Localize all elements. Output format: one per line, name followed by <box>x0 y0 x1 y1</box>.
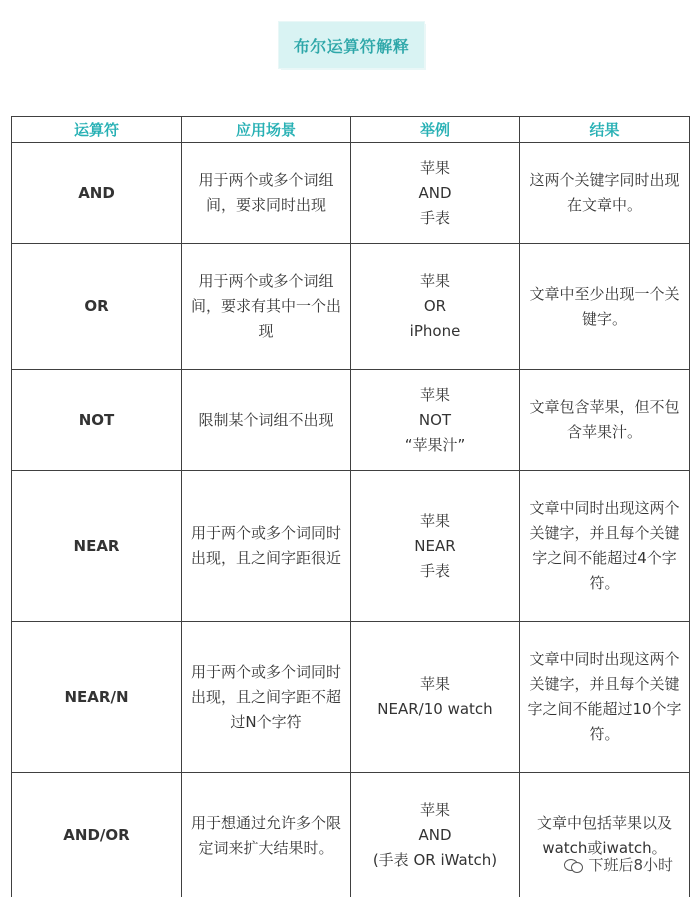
wechat-icon <box>564 857 582 873</box>
table-row <box>12 622 690 773</box>
example-line: 苹果 <box>419 158 450 177</box>
example-line: 手表 <box>419 208 450 227</box>
header-scene: 应用场景 <box>182 117 351 143</box>
example-line: “苹果汁” <box>404 435 466 454</box>
header-operator: 运算符 <box>12 117 182 143</box>
example-line: AND <box>418 826 452 844</box>
example-line: 苹果 <box>419 511 450 530</box>
scene-cell: 限制某个词组不出现 <box>182 370 351 471</box>
example-cell <box>351 143 520 244</box>
operator-cell: NOT <box>12 370 182 471</box>
operator-cell: NEAR <box>12 471 182 622</box>
example-cell <box>351 244 520 370</box>
operator-cell: OR <box>12 244 182 370</box>
example-line: NEAR <box>414 536 456 555</box>
table-row <box>12 143 690 244</box>
example-line: 苹果 <box>419 801 450 819</box>
example-cell <box>351 773 520 897</box>
header-result: 结果 <box>520 117 690 143</box>
example-line: OR <box>423 297 447 315</box>
result-cell: 文章中至少出现一个关键字。 <box>520 244 690 370</box>
result-cell: 文章中包括苹果以及watch或iwatch。 <box>520 773 690 897</box>
scene-cell: 用于两个或多个词组间，要求有其中一个出现 <box>182 244 351 370</box>
example-line: 苹果 <box>419 272 450 290</box>
example-line: 手表 <box>419 561 450 580</box>
result-cell: 这两个关键字同时出现在文章中。 <box>520 143 690 244</box>
example-line: NOT <box>418 410 452 429</box>
scene-cell: 用于两个或多个词组间，要求同时出现 <box>182 143 351 244</box>
table-row <box>12 244 690 370</box>
example-line: 苹果 <box>419 385 450 404</box>
result-cell: 文章中同时出现这两个关键字，并且每个关键字之间不能超过4个字符。 <box>520 471 690 622</box>
header-example: 举例 <box>351 117 520 143</box>
watermark <box>564 854 673 875</box>
boolean-operators-table <box>11 116 690 897</box>
scene-cell: 用于两个或多个词同时出现，且之间字距很近 <box>182 471 351 622</box>
example-line: (手表 OR iWatch) <box>372 851 498 869</box>
scene-cell: 用于想通过允许多个限定词来扩大结果时。 <box>182 773 351 897</box>
result-cell: 文章包含苹果，但不包含苹果汁。 <box>520 370 690 471</box>
example-line: iPhone <box>409 322 461 340</box>
table-row <box>12 370 690 471</box>
example-cell <box>351 370 520 471</box>
page-title: 布尔运算符解释 <box>293 36 410 56</box>
result-cell: 文章中同时出现这两个关键字，并且每个关键字之间不能超过10个字符。 <box>520 622 690 773</box>
title-banner <box>279 22 424 68</box>
example-line: AND <box>418 183 452 202</box>
operator-cell: AND/OR <box>12 773 182 897</box>
example-cell <box>351 471 520 622</box>
watermark-text: 下班后8小时 <box>588 856 673 874</box>
example-cell <box>351 622 520 773</box>
scene-cell: 用于两个或多个词同时出现，且之间字距不超过N个字符 <box>182 622 351 773</box>
operator-cell: AND <box>12 143 182 244</box>
table-row <box>12 773 690 897</box>
example-line: 苹果 <box>419 675 450 693</box>
example-line: NEAR/10 watch <box>377 700 493 718</box>
table-header-row <box>12 117 690 143</box>
operator-cell: NEAR/N <box>12 622 182 773</box>
table-row <box>12 471 690 622</box>
